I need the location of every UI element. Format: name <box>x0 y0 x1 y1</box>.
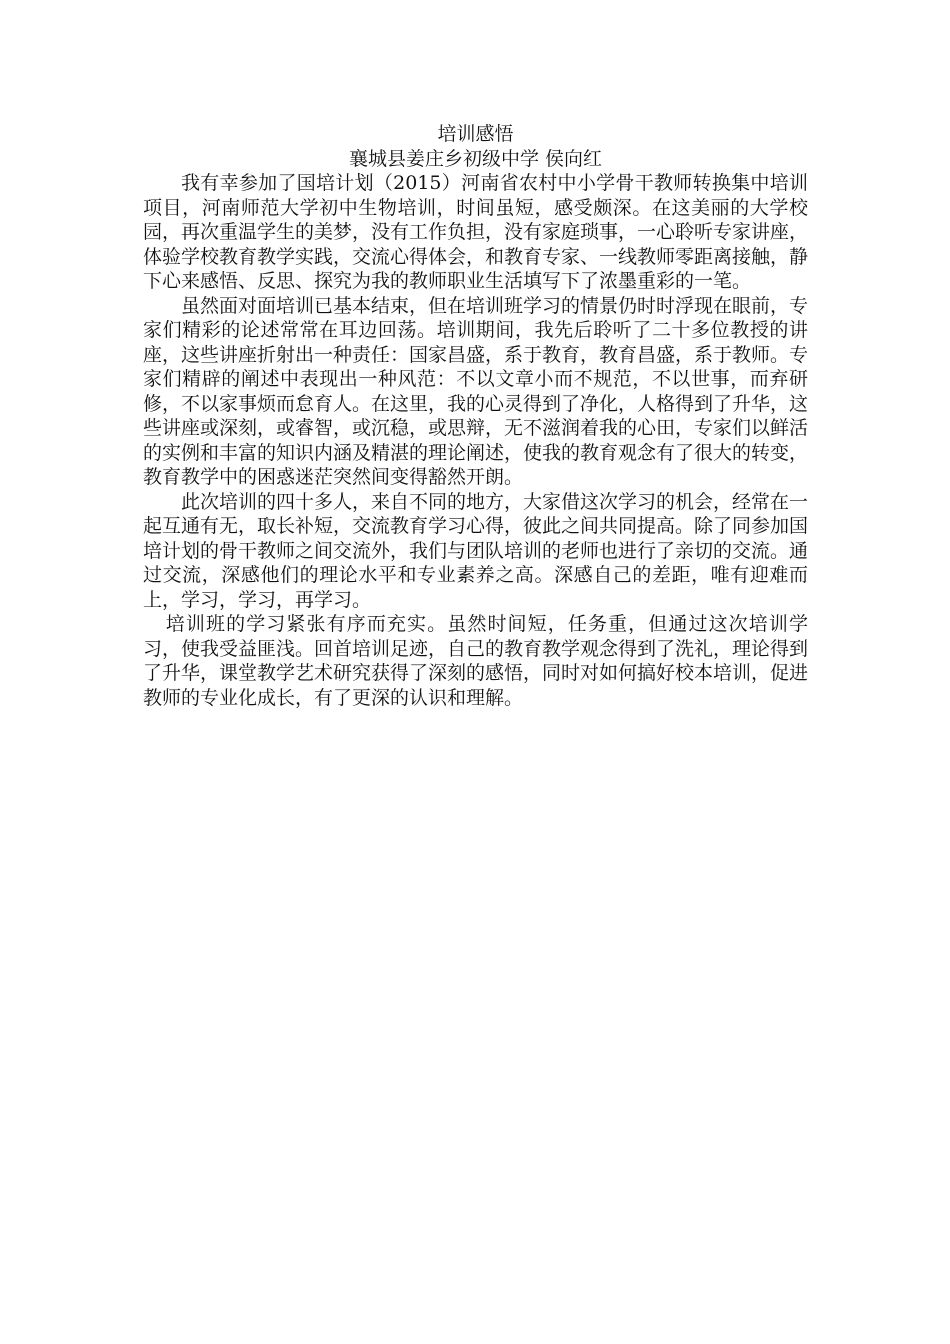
document-author: 襄城县姜庄乡初级中学 侯向红 <box>348 147 603 170</box>
document-body <box>143 122 808 710</box>
paragraph-4: 培训班的学习紧张有序而充实。虽然时间短，任务重，但通过这次培训学习，使我受益匪浅。回首培训足迹，自己的教育教学观念得到了洗礼，理论得到了升华，课堂教学艺术研究获得了深刻的感悟，同时对如何搞好校本培训，促进教师的专业化成长，有了更深的认识和理解。 <box>143 613 809 709</box>
paragraph-2: 虽然面对面培训已基本结束，但在培训班学习的情景仍时时浮现在眼前，专家们精彩的论述常常在耳边回荡。培训期间，我先后聆听了二十多位教授的讲座，这些讲座折射出一种责任：国家昌盛，系于教育，教育昌盛，系于教师。专家们精辟的阐述中表现出一种风范：不以文章小而不规范，不以世事，而弃研修，不以家事烦而怠育人。在这里，我的心灵得到了净化，人格得到了升华，这些讲座或深刻，或睿智，或沉稳，或思辩，无不滋润着我的心田，专家们以鲜活的实例和丰富的知识内涵及精湛的理论阐述，使我的教育观念有了很大的转变，教育教学中的困惑迷茫突然间变得豁然开朗。 <box>143 294 809 488</box>
paragraph-1: 我有幸参加了国培计划（2015）河南省农村中小学骨干教师转换集中培训项目，河南师范大学初中生物培训，时间虽短，感受颇深。在这美丽的大学校园，再次重温学生的美梦，没有工作负担，没有家庭琐事，一心聆听专家讲座，体验学校教育教学实践，交流心得体会，和教育专家、一线教师零距离接触，静下心来感悟、反思、探究为我的教师职业生活填写下了浓墨重彩的一笔。 <box>143 172 809 292</box>
document-title: 培训感悟 <box>437 123 514 145</box>
paragraph-3: 此次培训的四十多人，来自不同的地方，大家借这次学习的机会，经常在一起互通有无，取长补短，交流教育学习心得，彼此之间共同提高。除了同参加国培计划的骨干教师之间交流外，我们与团队培训的老师也进行了亲切的交流。通过交流，深感他们的理论水平和专业素养之高。深感自己的差距，唯有迎难而上，学习，学习，再学习。 <box>143 490 809 611</box>
